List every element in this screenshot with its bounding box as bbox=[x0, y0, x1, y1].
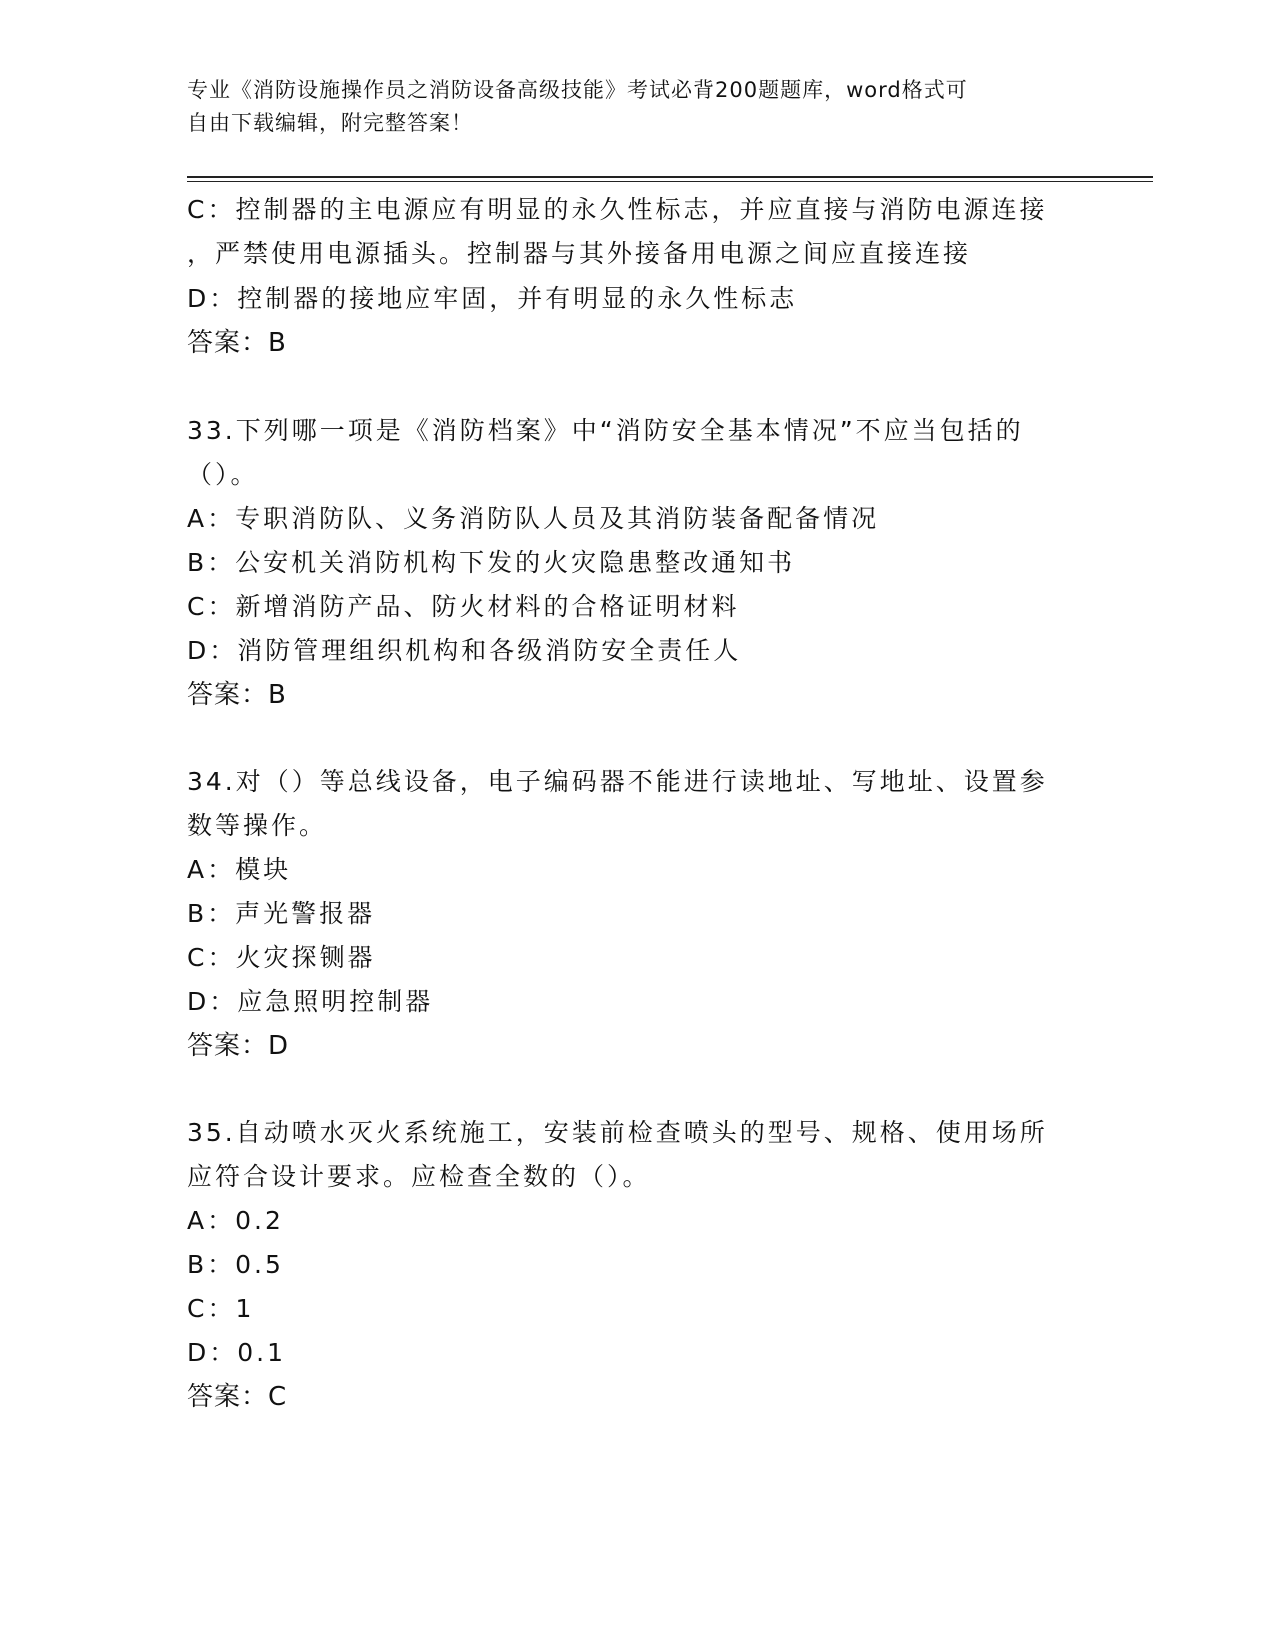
q33-stem-line-2: （）。 bbox=[187, 460, 259, 489]
q33-option-b: B：公安机关消防机构下发的火灾隐患整改通知书 bbox=[187, 548, 796, 577]
q32-option-c-line-2: ，严禁使用电源插头。控制器与其外接备用电源之间应直接连接 bbox=[187, 239, 972, 268]
q32-option-d: D：控制器的接地应牢固，并有明显的永久性标志 bbox=[187, 284, 798, 313]
q35-option-a: A：0.2 bbox=[187, 1206, 284, 1235]
header-line-2: 自由下载编辑，附完整答案！ bbox=[187, 111, 473, 135]
q34-stem-line-1: 34.对（）等总线设备，电子编码器不能进行读地址、写地址、设置参 bbox=[187, 767, 1048, 796]
document-header bbox=[187, 74, 1067, 140]
q34-option-d: D：应急照明控制器 bbox=[187, 987, 434, 1016]
q35-option-b: B：0.5 bbox=[187, 1250, 284, 1279]
q35-option-d: D：0.1 bbox=[187, 1338, 287, 1367]
q32-option-c-line-1: C：控制器的主电源应有明显的永久性标志，并应直接与消防电源连接 bbox=[187, 195, 1048, 224]
header-line-1: 专业《消防设施操作员之消防设备高级技能》考试必背200题题库，word格式可 bbox=[187, 78, 968, 102]
q34-option-a: A：模块 bbox=[187, 855, 292, 884]
q34-stem-line-2: 数等操作。 bbox=[187, 811, 328, 840]
q33-option-c: C：新增消防产品、防火材料的合格证明材料 bbox=[187, 592, 740, 621]
q32-answer: 答案：B bbox=[187, 328, 287, 358]
q33-option-d: D：消防管理组织机构和各级消防安全责任人 bbox=[187, 636, 742, 665]
q35-answer: 答案：C bbox=[187, 1382, 288, 1412]
q34-option-c: C：火灾探铡器 bbox=[187, 943, 376, 972]
q33-stem-line-1: 33.下列哪一项是《消防档案》中“消防安全基本情况”不应当包括的 bbox=[187, 416, 1024, 445]
q33-option-a: A：专职消防队、义务消防队人员及其消防装备配备情况 bbox=[187, 504, 880, 533]
q35-stem-line-2: 应符合设计要求。应检查全数的（）。 bbox=[187, 1162, 651, 1191]
header-rule-thin bbox=[187, 181, 1153, 182]
q35-option-c: C：1 bbox=[187, 1294, 255, 1323]
header-rule-thick bbox=[187, 176, 1153, 178]
q33-answer: 答案：B bbox=[187, 680, 287, 710]
q34-option-b: B：声光警报器 bbox=[187, 899, 376, 928]
q34-answer: 答案：D bbox=[187, 1031, 290, 1061]
q35-stem-line-1: 35.自动喷水灭火系统施工，安装前检查喷头的型号、规格、使用场所 bbox=[187, 1118, 1048, 1147]
